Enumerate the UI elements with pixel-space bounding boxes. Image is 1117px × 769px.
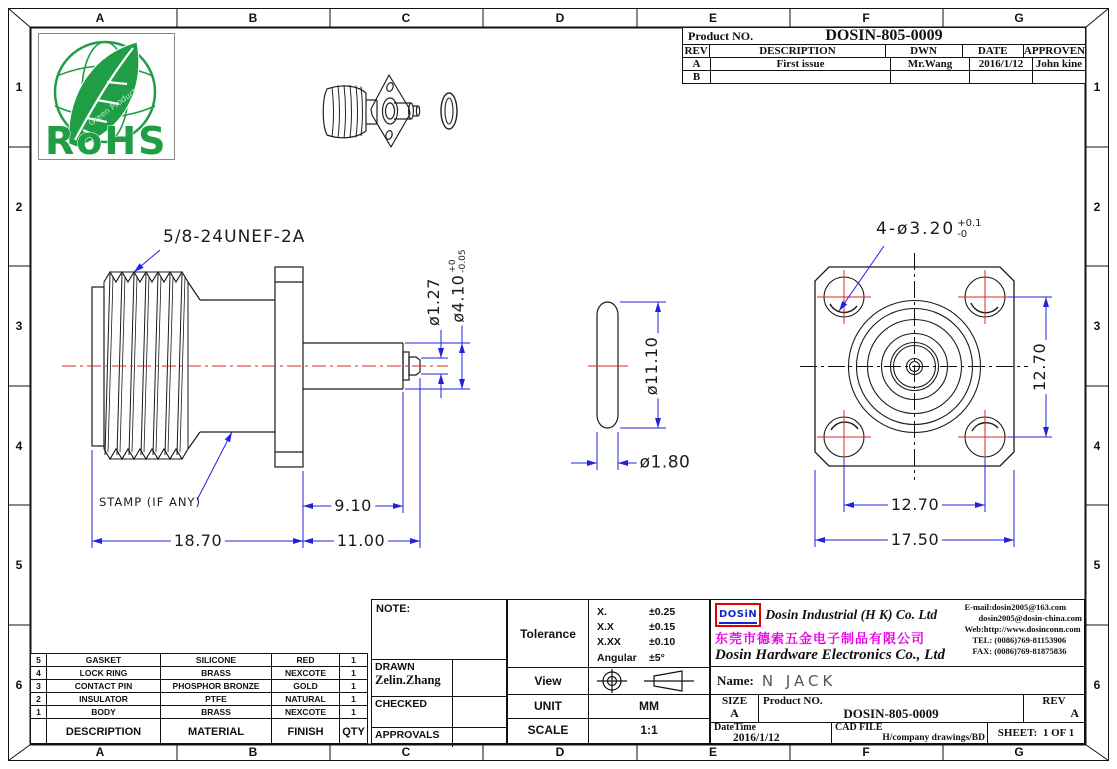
description-cell — [711, 71, 891, 84]
parts-row — [31, 693, 367, 706]
company-name-en1: Dosin Industrial (H K) Co. Ltd — [765, 607, 938, 622]
zone-col-label: D — [555, 11, 565, 25]
dwn-cell: Mr.Wang — [891, 58, 970, 70]
zone-col-label: B — [248, 11, 258, 25]
product-no-value-2: DOSIN-805-0009 — [843, 706, 939, 721]
cad-file-value: H/company drawings/BD — [882, 733, 985, 743]
zone-row-label: 5 — [15, 558, 23, 572]
zone-col-label: G — [1014, 11, 1024, 25]
zone-row-label: 1 — [1093, 80, 1101, 94]
dim-17-50: 17.50 — [888, 532, 942, 548]
approven-cell — [1033, 71, 1085, 84]
company-name-en2: Dosin Hardware Electronics Co., Ltd — [715, 647, 946, 663]
item-no: 3 — [31, 680, 47, 692]
dosin-logo — [715, 603, 761, 627]
dim-dia-1-80: ø1.80 — [637, 455, 694, 472]
dwn-header: DWN — [886, 45, 963, 57]
product-no-label: Product NO. — [688, 28, 754, 43]
zone-row-label: 4 — [15, 439, 23, 453]
tolerance-upper: +0.1 — [957, 218, 982, 229]
dim-12-70-horizontal: 12.70 — [888, 497, 942, 513]
checked-signature-cell — [453, 697, 506, 727]
item-qty: 1 — [351, 655, 356, 665]
approven-header: APPROVEN — [1023, 45, 1086, 57]
material-footer: MATERIAL — [161, 719, 272, 744]
dim-9-10: 9.10 — [331, 498, 375, 514]
tol-key: Angular — [597, 651, 637, 664]
centerlines — [62, 253, 1028, 480]
item-material: PHOSPHOR BRONZE — [161, 680, 272, 692]
note-block — [371, 599, 507, 744]
description-cell: First issue — [711, 58, 891, 70]
approven-cell: John kine — [1035, 58, 1083, 70]
product-no-label-2: Product NO. — [763, 695, 823, 707]
parts-row — [31, 654, 367, 667]
unit-label: UNIT — [508, 695, 589, 718]
item-finish: NATURAL — [272, 693, 340, 705]
item-finish: RED — [272, 654, 340, 666]
rohs-leaf-text: Green Product — [86, 86, 139, 128]
dim-12-70-vertical: 12.70 — [1032, 340, 1048, 394]
thread-spec-label: 5/8-24UNEF-2A — [163, 227, 306, 247]
revision-row — [683, 58, 1085, 71]
zone-col-label: B — [248, 745, 258, 759]
tol-key: X.XX — [597, 636, 621, 649]
dosin-logo-text: DOSiN — [719, 609, 758, 620]
tol-val: ±0.15 — [649, 621, 676, 634]
parts-table — [30, 653, 368, 744]
dim-holes-value: 4-ø3.20 — [876, 219, 956, 239]
approvals-signature-cell — [453, 728, 506, 747]
item-desc: BODY — [47, 706, 161, 718]
tol-val: ±5° — [649, 651, 665, 664]
company-block — [710, 599, 1085, 744]
view-label: View — [508, 668, 589, 694]
dim-18-70: 18.70 — [171, 533, 225, 549]
name-label: Name: — [717, 672, 754, 688]
zone-col-label: A — [95, 11, 105, 25]
left-view — [92, 267, 420, 467]
part-name-value: N JACK — [761, 671, 837, 690]
date-cell — [970, 71, 1033, 84]
date-cell: 2016/1/12 — [970, 58, 1033, 70]
rohs-title: RoHS — [45, 119, 168, 159]
scale-label: SCALE — [508, 719, 589, 743]
stamp-label: STAMP (IF ANY) — [99, 495, 201, 509]
item-no: 4 — [31, 667, 47, 679]
cad-file-label: CAD FILE — [835, 722, 883, 733]
dim-holes — [876, 218, 982, 240]
item-material: BRASS — [161, 667, 272, 679]
item-desc: INSULATOR — [47, 693, 161, 705]
zone-row-label: 2 — [15, 200, 23, 214]
approvals-label: APPROVALS — [372, 728, 453, 747]
datetime-label: DateTime — [714, 722, 757, 733]
item-material: PTFE — [161, 693, 272, 705]
item-qty: 1 — [351, 694, 356, 704]
parts-row — [31, 667, 367, 680]
company-web: Web:http://www.dosinconn.com — [964, 624, 1081, 635]
product-no-value: DOSIN-805-0009 — [825, 27, 943, 44]
unit-value: MM — [639, 699, 659, 713]
zone-row-label: 5 — [1093, 558, 1101, 572]
item-qty: 1 — [351, 668, 356, 678]
item-material: BRASS — [161, 706, 272, 718]
dwn-cell — [891, 71, 970, 84]
dim-dia-4-10-value: ø4.10 — [448, 274, 468, 323]
item-desc: LOCK RING — [47, 667, 161, 679]
company-email2: dosin2005@dosin-china.com — [978, 613, 1082, 624]
rev-header: REV — [683, 45, 710, 57]
parts-row — [31, 680, 367, 693]
zone-col-label: C — [401, 11, 411, 25]
item-finish: GOLD — [272, 680, 340, 692]
qty-footer: QTY — [342, 725, 365, 738]
zone-col-label: G — [1014, 745, 1024, 759]
zone-row-label: 3 — [1093, 319, 1101, 333]
zone-row-label: 6 — [15, 678, 23, 692]
checked-label: CHECKED — [372, 697, 453, 727]
item-no: 1 — [31, 706, 47, 718]
tol-key: X.X — [597, 621, 614, 634]
sheet-info: SHEET: 1 OF 1 — [997, 727, 1075, 739]
item-qty: 1 — [351, 707, 356, 717]
item-qty: 1 — [351, 681, 356, 691]
tolerance-label: Tolerance — [508, 600, 589, 667]
item-desc: GASKET — [47, 654, 161, 666]
item-no: 2 — [31, 693, 47, 705]
item-finish: NEXCOTE — [272, 706, 340, 718]
isometric-view — [323, 75, 457, 147]
projection-symbol-icon — [594, 668, 704, 694]
drawn-name: Zelin.Zhang — [375, 673, 441, 687]
zone-row-label: 3 — [15, 319, 23, 333]
zone-col-label: F — [862, 11, 870, 25]
rohs-logo — [38, 33, 175, 160]
tolerance-block — [507, 599, 710, 744]
rev-cell: A — [683, 58, 711, 70]
gasket-view — [597, 302, 618, 428]
size-label: SIZE — [721, 695, 748, 707]
dim-11-00: 11.00 — [334, 533, 388, 549]
rev-value: A — [1070, 706, 1079, 720]
tolerance-upper: +0 — [448, 259, 459, 273]
zone-col-label: C — [401, 745, 411, 759]
date-header: DATE — [963, 45, 1024, 57]
revision-table — [682, 27, 1086, 84]
zone-row-label: 1 — [15, 80, 23, 94]
company-tel: TEL: (0086)769-81153906 — [972, 635, 1067, 646]
tolerance-lower: -0 — [957, 229, 968, 240]
zone-col-label: E — [708, 11, 718, 25]
item-desc: CONTACT PIN — [47, 680, 161, 692]
tol-val: ±0.10 — [649, 636, 676, 649]
item-finish: NEXCOTE — [272, 667, 340, 679]
note-label: NOTE: — [372, 600, 506, 660]
dim-dia-1-27: ø1.27 — [426, 275, 442, 329]
zone-col-label: E — [708, 745, 718, 759]
drawn-label: DRAWN — [375, 661, 415, 673]
finish-footer: FINISH — [272, 719, 340, 744]
zone-row-label: 6 — [1093, 678, 1101, 692]
drawn-signature-cell — [453, 660, 506, 696]
tol-key: X. — [597, 606, 607, 618]
zone-row-label: 4 — [1093, 439, 1101, 453]
company-fax: FAX: (0086)769-81875836 — [972, 646, 1067, 657]
description-header: DESCRIPTION — [710, 45, 885, 57]
scale-value: 1:1 — [640, 723, 658, 737]
tol-val: ±0.25 — [649, 606, 676, 618]
zone-col-label: F — [862, 745, 870, 759]
tolerance-lower: -0.05 — [458, 249, 468, 273]
item-no: 5 — [31, 654, 47, 666]
datetime-value: 2016/1/12 — [733, 732, 780, 744]
revision-row — [683, 71, 1085, 84]
rev-label: REV — [1042, 695, 1066, 707]
parts-row — [31, 706, 367, 719]
size-value: A — [730, 706, 739, 720]
zone-row-label: 2 — [1093, 200, 1101, 214]
item-material: SILICONE — [161, 654, 272, 666]
dim-dia-11-10: ø11.10 — [644, 334, 660, 399]
dim-dia-4-10 — [449, 246, 469, 325]
company-name-cn: 东莞市德索五金电子制品有限公司 — [715, 631, 926, 646]
company-email: E-mail:dosin2005@163.com — [964, 602, 1067, 612]
zone-col-label: D — [555, 745, 565, 759]
desc-footer: DESCRIPTION — [47, 719, 161, 744]
parts-footer — [31, 719, 367, 744]
rev-cell: B — [683, 71, 711, 84]
zone-col-label: A — [95, 745, 105, 759]
